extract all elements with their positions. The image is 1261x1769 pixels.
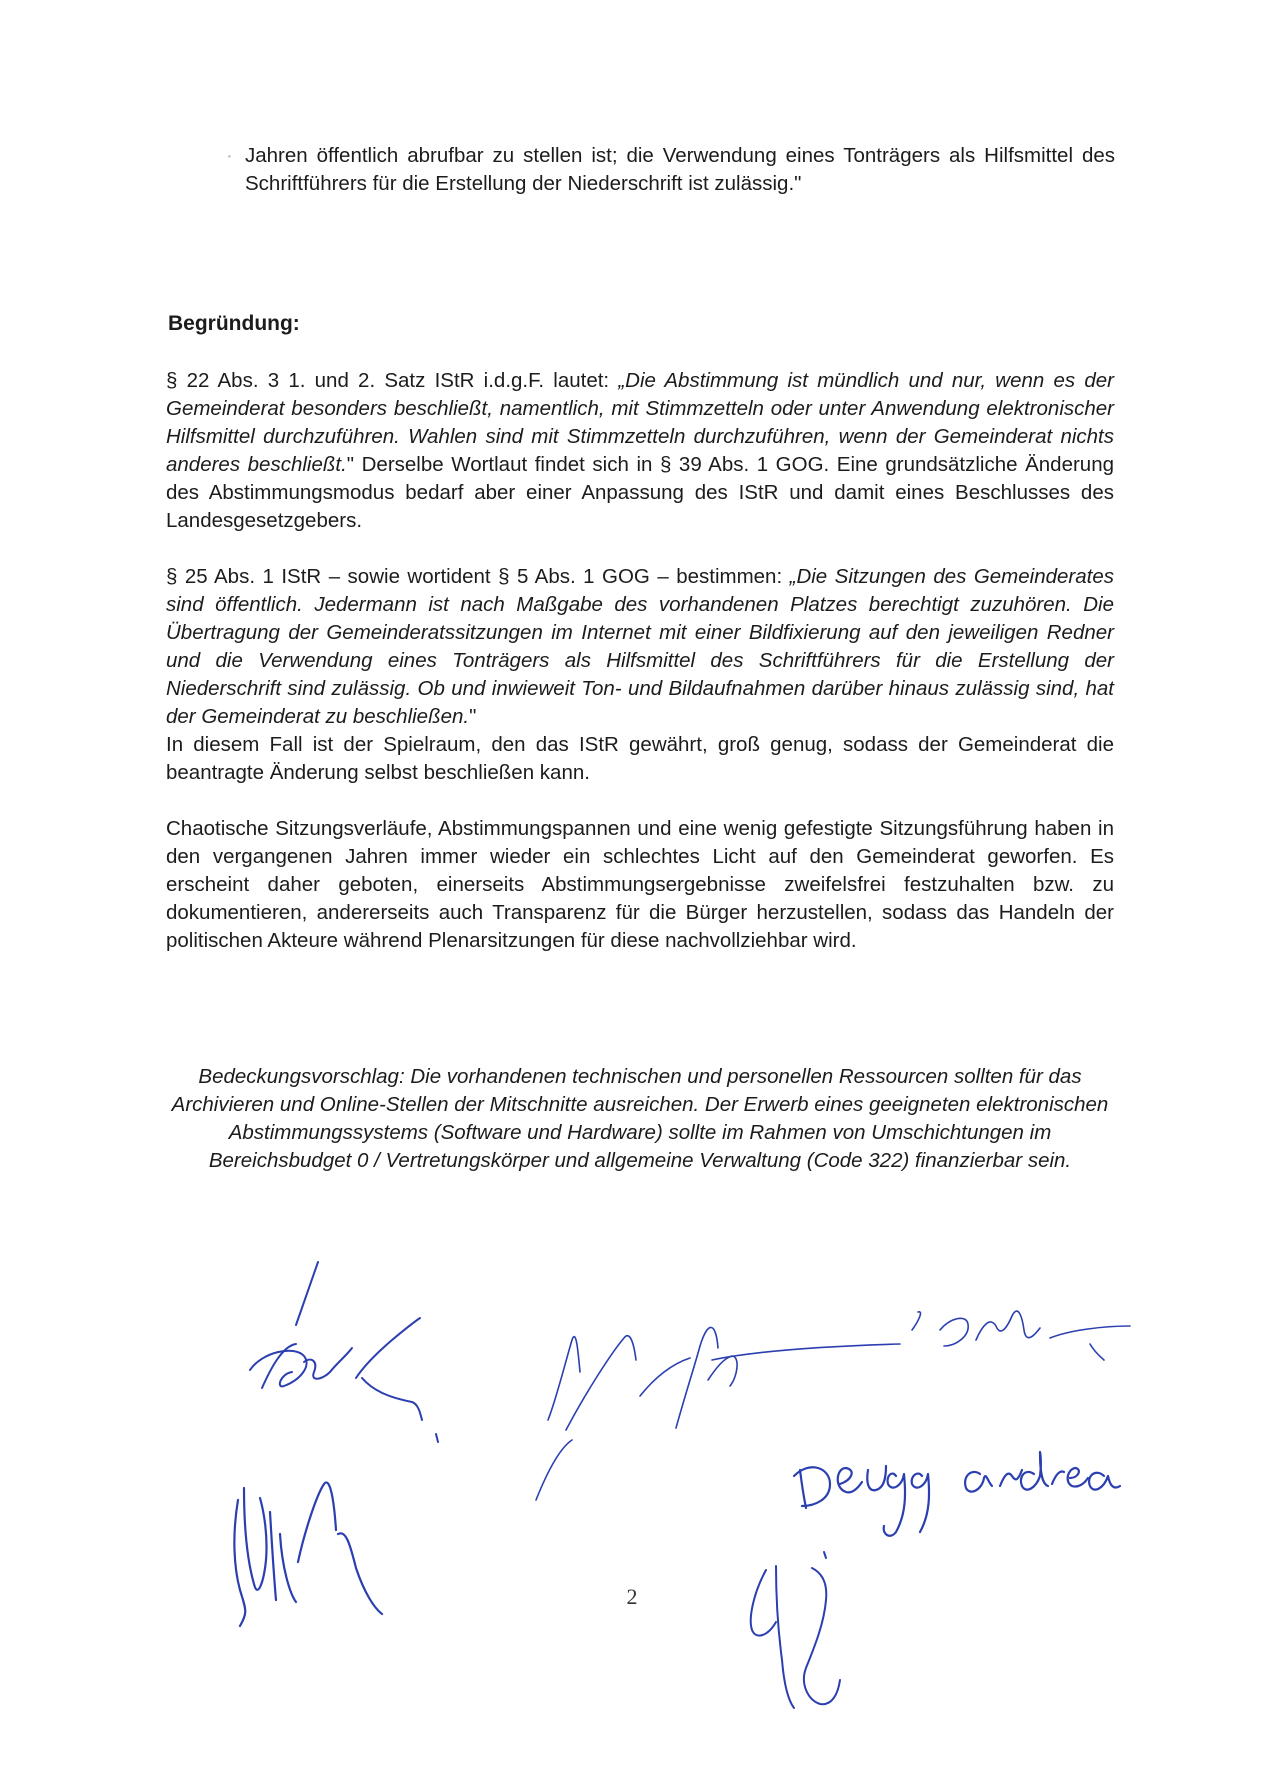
signature-2 <box>234 1482 382 1626</box>
coverage-proposal: Bedeckungsvorschlag: Die vorhandenen technischen und personellen Ressourcen sollten für das Archivieren und Online-Stellen der Mitschnitte ausreichen. Der Erwerb eines geeigneten elektronischen Abstimmungssystems (Software und Hardware) sollte im Rahmen von Umschichtungen im Bereichsbudget 0 / Vertretungskörper und allgemeine Verwaltung (Code 322) finanzierbar sein. <box>171 1065 1109 1172</box>
signature-1 <box>250 1262 438 1442</box>
paragraph-2 <box>166 563 1114 787</box>
paragraph-1-tail: " Derselbe Wortlaut findet sich in § 39 Abs. 1 GOG. Eine grundsätzliche Änderung des Abstimmungsmodus bedarf aber einer Anpassung des IStR und damit eines Beschlusses des Landesgesetzgebers. <box>166 453 1115 532</box>
signature-3 <box>536 1311 1130 1500</box>
paragraph-2-tail: " <box>469 705 477 728</box>
signature-deugg-andrea <box>794 1452 1120 1536</box>
paragraph-2-continuation: In diesem Fall ist der Spielraum, den das IStR gewährt, groß genug, sodass der Gemeinderat die beantragte Änderung selbst beschließen kann. <box>166 733 1114 784</box>
margin-mark: · <box>226 144 233 167</box>
section-heading: Begründung: <box>168 312 300 335</box>
signature-4 <box>751 1552 840 1708</box>
page-number: 2 <box>626 1584 638 1609</box>
paragraph-1-quote: „Die Abstimmung ist mündlich und nur, wenn es der Gemeinderat besonders beschließt, namentlich, mit Stimmzetteln oder unter Anwendung elektronischer Hilfsmittel durchzuführen. Wahlen sind mit Stimmzetteln durchzuführen, wenn der Gemeinderat nichts anderes beschließt. <box>166 369 1114 476</box>
paragraph-2-lead: § 25 Abs. 1 IStR – sowie wortident § 5 Abs. 1 GOG – bestimmen: <box>166 565 790 588</box>
paragraph-1-lead: § 22 Abs. 3 1. und 2. Satz IStR i.d.g.F. lautet: <box>166 369 619 392</box>
paragraph-1 <box>166 367 1114 535</box>
paragraph-2-quote: „Die Sitzungen des Gemeinderates sind öffentlich. Jedermann ist nach Maßgabe des vorhandenen Platzes berechtigt zuzuhören. Die Übertragung der Gemeinderatssitzungen im Internet mit einer Bildfixierung auf den jeweiligen Redner und die Verwendung eines Tonträgers als Hilfsmittel des Schriftführers für die Erstellung der Niederschrift sind zulässig. Ob und inwieweit Ton- und Bildaufnahmen darüber hinaus zulässig sind, hat der Gemeinderat zu beschließen. <box>166 565 1114 728</box>
paragraph-3: Chaotische Sitzungsverläufe, Abstimmungspannen und eine wenig gefestigte Sitzungsführung haben in den vergangenen Jahren immer wieder ein schlechtes Licht auf den Gemeinderat geworfen. Es erscheint daher geboten, einerseits Abstimmungsergebnisse zweifelsfrei festzuhalten bzw. zu dokumentieren, andererseits auch Transparenz für die Bürger herzustellen, sodass das Handeln der politischen Akteure während Plenarsitzungen für diese nachvollziehbar wird. <box>166 817 1114 952</box>
intro-paragraph: Jahren öffentlich abrufbar zu stellen ist; die Verwendung eines Tonträgers als Hilfsmittel des Schriftführers für die Erstellung der Niederschrift ist zulässig." <box>245 144 1115 195</box>
